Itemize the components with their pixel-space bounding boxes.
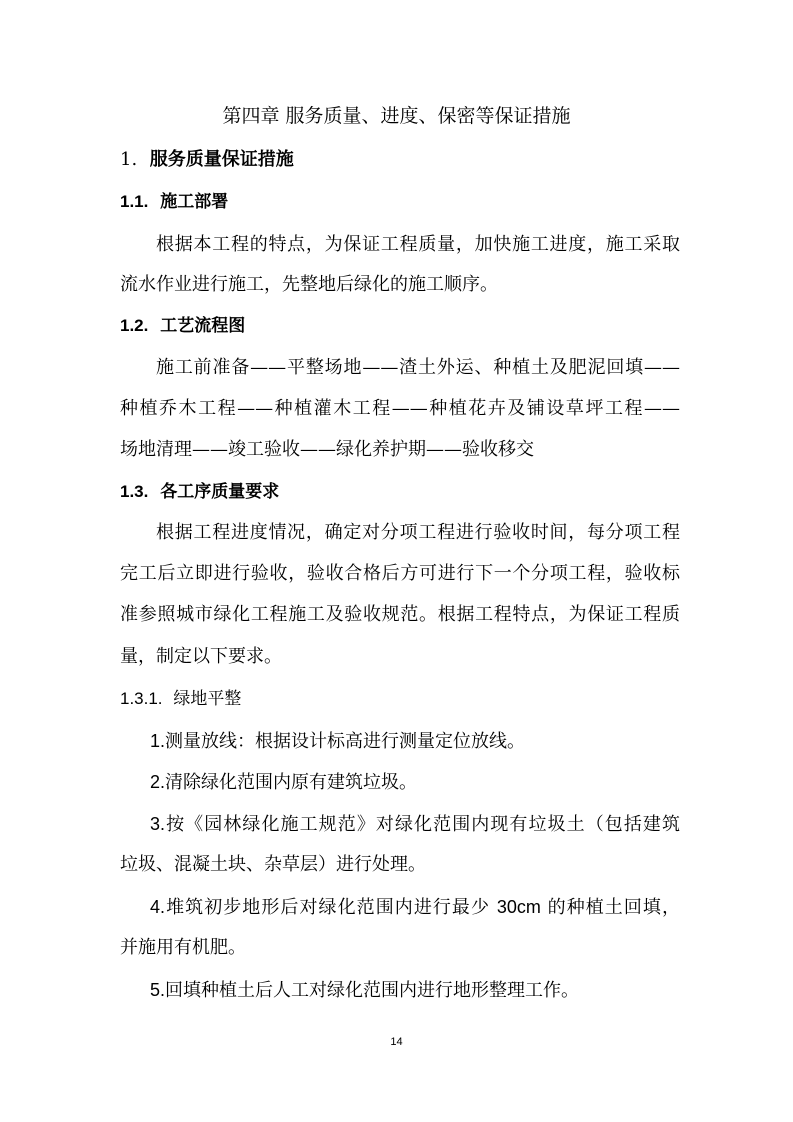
paragraph-line: 量，制定以下要求。 [120, 646, 282, 667]
paragraph-line: 流水作业进行施工，先整地后绿化的施工顺序。 [120, 274, 498, 295]
section-number: 1.3. [120, 482, 149, 501]
section-label: 各工序质量要求 [160, 482, 280, 502]
section-label: 服务质量保证措施 [149, 149, 294, 170]
section-label: 绿地平整 [173, 689, 242, 709]
list-item [150, 895, 680, 920]
paragraph-line: 完工后立即进行验收，验收合格后方可进行下一个分项工程，验收标 [120, 563, 680, 584]
section-1-3-1-heading [120, 687, 680, 711]
section-1-heading [120, 148, 680, 172]
item-number: 3. [150, 814, 166, 834]
list-item [150, 770, 680, 795]
paragraph-line: 准参照城市绿化工程施工及验收规范。根据工程特点，为保证工程质 [120, 604, 680, 625]
section-number: 1. [120, 149, 138, 170]
item-text: 的种植土回填， [540, 897, 680, 918]
section-1-3-heading [120, 480, 680, 504]
item-text: 清除绿化范围内原有建筑垃圾。 [165, 772, 418, 793]
paragraph-line: 根据工程进度情况，确定对分项工程进行验收时间，每分项工程 [156, 522, 680, 543]
section-label: 施工部署 [160, 192, 229, 212]
item-text: 测量放线：根据设计标高进行测量定位放线。 [165, 731, 526, 752]
list-item [150, 729, 680, 754]
section-1-1-heading [120, 190, 680, 214]
section-1-2-heading [120, 314, 680, 338]
item-text: 堆筑初步地形后对绿化范围内进行最少 [165, 897, 497, 918]
paragraph-line: 种植乔木工程——种植灌木工程——种植花卉及铺设草坪工程—— [120, 398, 680, 419]
chapter-title: 第四章 服务质量、进度、保密等保证措施 [222, 105, 571, 127]
list-item [150, 978, 680, 1003]
item-number: 2. [150, 772, 166, 792]
section-number: 1.3.1. [120, 689, 163, 708]
page-number: 14 [390, 1036, 403, 1048]
item-number: 4. [150, 897, 166, 917]
item-number: 1. [150, 731, 166, 751]
paragraph-line: 场地清理——竣工验收——绿化养护期——验收移交 [120, 439, 534, 460]
list-item [150, 812, 680, 837]
item-number: 5. [150, 980, 166, 1000]
item-text: 回填种植土后人工对绿化范围内进行地形整理工作。 [165, 980, 580, 1001]
section-label: 工艺流程图 [160, 316, 246, 336]
section-number: 1.1. [120, 192, 149, 211]
list-item-continuation: 并施用有机肥。 [120, 937, 246, 958]
list-item-continuation: 垃圾、混凝土块、杂草层）进行处理。 [120, 854, 426, 875]
item-text: 按《园林绿化施工规范》对绿化范围内现有垃圾土（包括建筑 [165, 814, 680, 835]
paragraph-line: 根据本工程的特点，为保证工程质量，加快施工进度，施工采取 [156, 234, 680, 255]
section-number: 1.2. [120, 316, 149, 335]
paragraph-line: 施工前准备——平整场地——渣土外运、种植土及肥泥回填—— [156, 357, 680, 378]
item-measure: 30cm [496, 897, 541, 917]
